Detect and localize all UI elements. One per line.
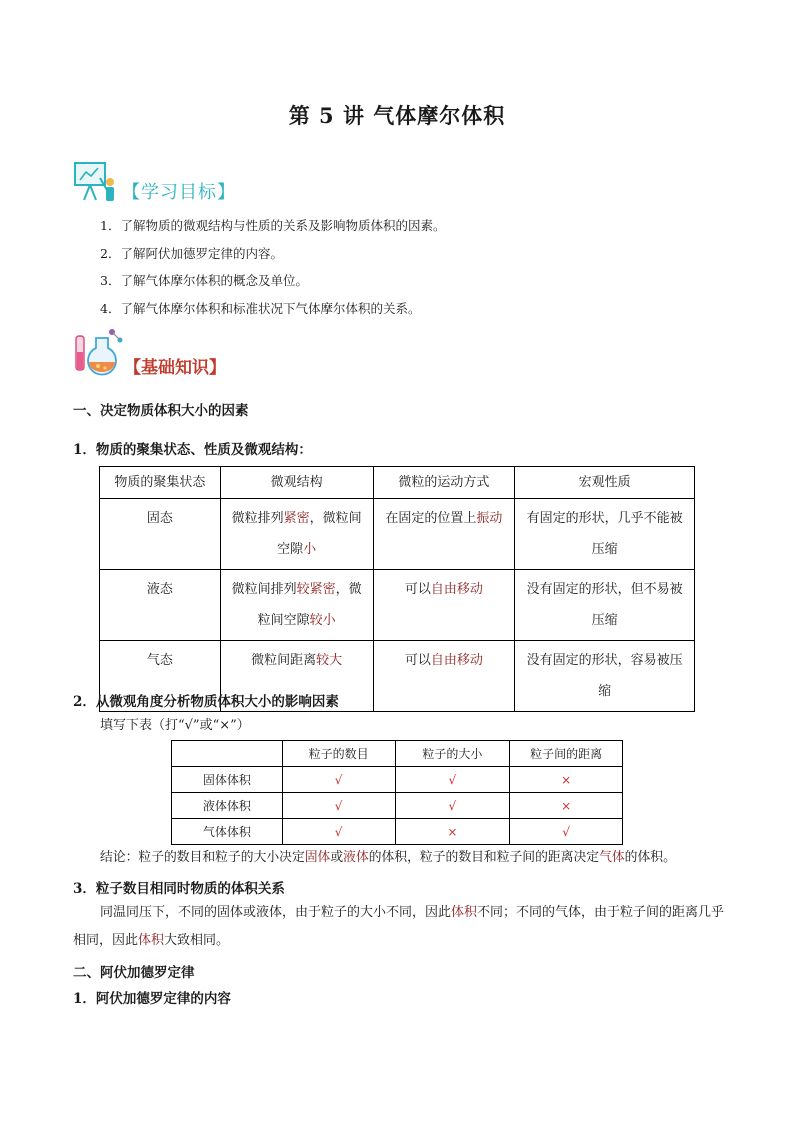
motion-highlight: 自由移动: [430, 582, 483, 597]
table-header-cell: 粒子间的距离: [510, 741, 623, 767]
table-header-cell: 粒子的大小: [395, 741, 510, 767]
para-part: 不同；不同的气体，由于粒子间的距离几乎相同，因此: [73, 905, 725, 948]
chemistry-flask-icon: [72, 326, 126, 378]
motion-text: 可以: [404, 653, 431, 668]
structure-text: 微粒间距离: [251, 653, 317, 668]
motion-highlight: 振动: [476, 511, 503, 526]
motion-text: 可以: [404, 582, 431, 597]
conclusion-part: 或: [330, 850, 344, 865]
para-part: 大致相同。: [164, 933, 230, 948]
table-row: [100, 499, 695, 570]
conclusion-text: [100, 844, 676, 872]
row-label: 液体体积: [172, 793, 283, 819]
mark-cell: ×: [510, 793, 623, 819]
conclusion-highlight: 液体: [343, 850, 369, 865]
state-cell: 固态: [100, 499, 221, 570]
structure-highlight: 较大: [316, 653, 343, 668]
table-header-cell: 微观结构: [220, 467, 373, 499]
motion-text: 在固定的位置上: [385, 511, 477, 526]
structure-highlight: 紧密: [283, 511, 310, 526]
section1-heading: 一、决定物质体积大小的因素: [73, 403, 249, 419]
conclusion-part: 的体积。: [624, 850, 676, 865]
macro-cell: 没有固定的形状，但不易被压缩: [515, 570, 695, 641]
motion-cell: [373, 641, 515, 712]
conclusion-part: 结论：粒子的数目和粒子的大小决定: [100, 850, 305, 865]
goal-item: 2．了解阿伏加德罗定律的内容。: [100, 245, 283, 261]
mark-cell: √: [282, 767, 395, 793]
mark-cell: ×: [395, 819, 510, 845]
page-title: 第 5 讲 气体摩尔体积: [288, 103, 506, 128]
section1-sub3: 3．粒子数目相同时物质的体积关系: [73, 881, 285, 897]
mark-cell: √: [395, 793, 510, 819]
section1-sub2: 2．从微观角度分析物质体积大小的影响因素: [73, 694, 339, 710]
table-header-cell: 宏观性质: [515, 467, 695, 499]
row-label: 气体体积: [172, 819, 283, 845]
table-row: [172, 819, 623, 845]
structure-text: ，微粒间空隙: [277, 511, 362, 557]
table-header-cell: 粒子的数目: [282, 741, 395, 767]
table-row: [100, 570, 695, 641]
section2-heading: 二、阿伏加德罗定律: [73, 965, 195, 981]
goal-item: 3．了解气体摩尔体积的概念及单位。: [100, 273, 308, 288]
table-row: [172, 767, 623, 793]
table-header-cell: [172, 741, 283, 767]
para-highlight: 体积: [451, 905, 478, 920]
mark-cell: √: [282, 819, 395, 845]
table-header-cell: 微粒的运动方式: [373, 467, 515, 499]
instruction-text: 填写下表（打“√”或“×”）: [100, 718, 250, 733]
motion-cell: [373, 570, 515, 641]
section2-sub1: 1．阿伏加德罗定律的内容: [73, 991, 231, 1007]
row-label: 固体体积: [172, 767, 283, 793]
factors-table: [171, 740, 623, 845]
conclusion-highlight: 固体: [304, 850, 331, 865]
para-part: 同温同压下，不同的固体或液体，由于粒子的大小不同，因此: [100, 905, 452, 920]
structure-highlight: 小: [303, 542, 317, 557]
table-header-row: [100, 467, 695, 499]
basics-banner: [72, 326, 226, 378]
goals-banner: [72, 160, 236, 206]
goal-item: 4．了解气体摩尔体积和标准状况下气体摩尔体积的关系。: [100, 300, 421, 316]
state-cell: 液态: [100, 570, 221, 641]
structure-highlight: 较紧密: [296, 582, 336, 597]
table-header-cell: 物质的聚集状态: [100, 467, 221, 499]
motion-cell: [373, 499, 515, 570]
mark-cell: √: [282, 793, 395, 819]
motion-highlight: 自由移动: [430, 653, 483, 668]
conclusion-highlight: 气体: [599, 850, 625, 865]
structure-cell: [220, 499, 373, 570]
goal-item: 1．了解物质的微观结构与性质的关系及影响物质体积的因素。: [100, 218, 446, 233]
mark-cell: √: [395, 767, 510, 793]
structure-cell: [220, 570, 373, 641]
states-table: [99, 466, 695, 712]
presentation-board-icon: [72, 160, 120, 206]
structure-text: 微粒间排列: [231, 582, 297, 597]
basics-label: 【基础知识】: [124, 358, 226, 378]
state-cell: 气态: [100, 641, 221, 712]
structure-text: ，微粒间空隙: [257, 582, 362, 628]
macro-cell: 有固定的形状，几乎不能被压缩: [515, 499, 695, 570]
goal-list: [100, 212, 445, 322]
paragraph-3: [73, 899, 725, 955]
para-highlight: 体积: [138, 933, 165, 948]
table-header-row: [172, 741, 623, 767]
macro-cell: 没有固定的形状，容易被压缩: [515, 641, 695, 712]
structure-text: 微粒排列: [231, 511, 284, 526]
mark-cell: √: [510, 819, 623, 845]
section1-sub1: 1．物质的聚集状态、性质及微观结构：: [73, 442, 312, 458]
table-row: [172, 793, 623, 819]
conclusion-part: 的体积，粒子的数目和粒子间的距离决定: [368, 850, 600, 865]
structure-highlight: 较小: [309, 613, 336, 628]
goals-label: 【学习目标】: [122, 182, 236, 203]
mark-cell: ×: [510, 767, 623, 793]
